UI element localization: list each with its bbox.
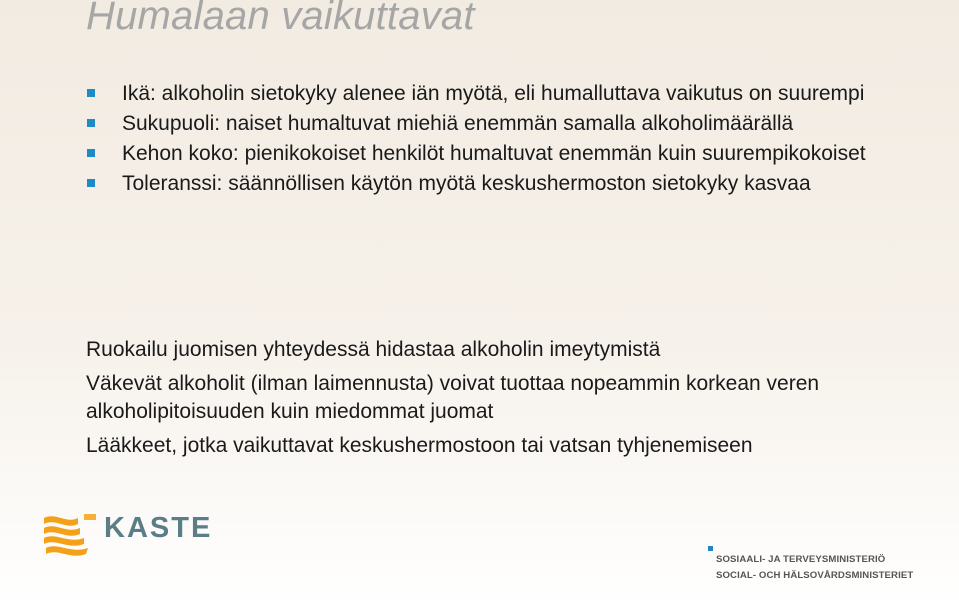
ministry-name-sv: SOCIAL- OCH HÄLSOVÅRDSMINISTERIET xyxy=(716,570,914,581)
ministry-logo xyxy=(708,546,948,596)
bullet-list xyxy=(86,80,946,200)
bullet-item xyxy=(86,140,946,168)
slide-title: Humalaan vaikuttavat xyxy=(86,0,475,38)
bullet-square-icon xyxy=(87,89,95,97)
bullet-square-icon xyxy=(87,119,95,127)
paragraph-food: Ruokailu juomisen yhteydessä hidastaa alkoholin imeytymistä xyxy=(86,338,661,361)
bullet-text: Kehon koko: pienikokoiset henkilöt humaltuvat enemmän kuin suurempikokoiset xyxy=(122,142,866,165)
ministry-square-icon xyxy=(708,546,713,551)
bullet-text: Ikä: alkoholin sietokyky alenee iän myötä, eli humalluttava vaikutus on suurempi xyxy=(122,82,865,105)
kaste-wave-icon xyxy=(42,510,98,566)
bullet-item xyxy=(86,170,946,198)
kaste-wordmark: KASTE xyxy=(104,512,213,544)
bullet-square-icon xyxy=(87,149,95,157)
paragraph-medicines: Lääkkeet, jotka vaikuttavat keskushermostoon tai vatsan tyhjenemiseen xyxy=(86,434,753,457)
bullet-item xyxy=(86,110,946,138)
kaste-logo xyxy=(42,510,212,570)
bullet-item xyxy=(86,80,946,108)
bullet-square-icon xyxy=(87,179,95,187)
bullet-text: Sukupuoli: naiset humaltuvat miehiä enemmän samalla alkoholimäärällä xyxy=(122,112,794,135)
bullet-text: Toleranssi: säännöllisen käytön myötä keskushermoston sietokyky kasvaa xyxy=(122,172,811,195)
ministry-name-fi: SOSIAALI- JA TERVEYSMINISTERIÖ xyxy=(716,554,886,565)
paragraph-strong-alcohol: Väkevät alkoholit (ilman laimennusta) voivat tuottaa nopeammin korkean veren alkoholipitoisuuden kuin miedommat juomat xyxy=(86,372,820,423)
